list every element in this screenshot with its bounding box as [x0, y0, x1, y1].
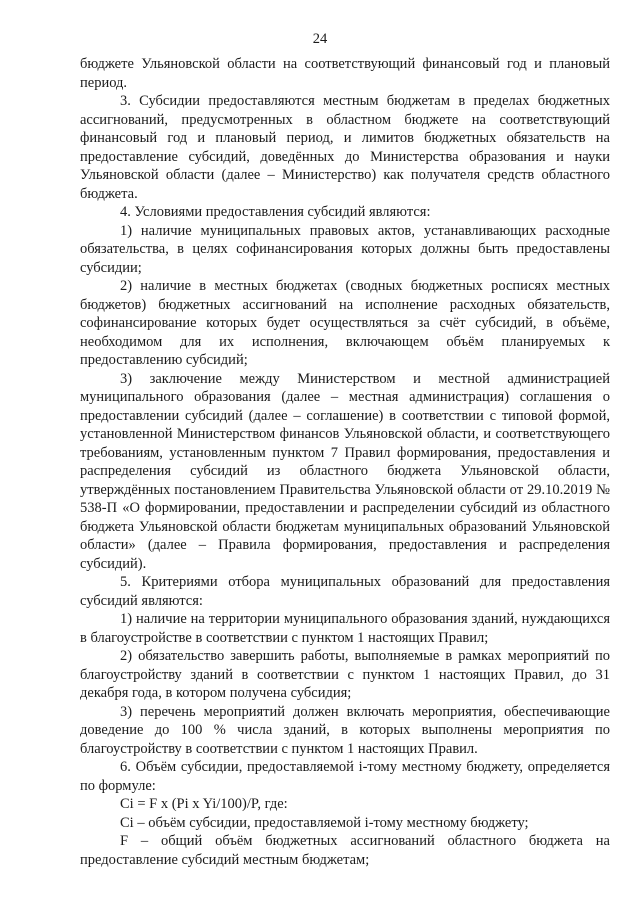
paragraph-clause-4-item-1: 1) наличие муниципальных правовых актов, устанавливающих расходные обязательства, в целях софинансирования которых должны быть предоставлены субсидии;: [80, 222, 610, 276]
paragraph-clause-4-item-3: 3) заключение между Министерством и местной администрацией муниципального образования (далее – местная администрация) соглашения о предоставлении субсидий (далее – соглашение) в соответствии с типовой формой, установленной Министерством финансов Ульяновской области, и соответствующего требованиям, установленным пунктом 7 Правил формирования, предоставления и распределения субсидий из областного бюджета Ульяновской области, утверждённых постановлением Правительства Ульяновской области от 29.10.2019 № 538-П «О формировании, предоставлении и распределении субсидий из областного бюджета Ульяновской области бюджетам муниципальных образований Ульяновской области» (далее – Правила формирования, предоставления и распределения субсидий).: [80, 370, 610, 572]
paragraph-clause-5-item-2: 2) обязательство завершить работы, выполняемые в рамках мероприятий по благоустройству зданий в соответствии с пунктом 1 настоящих Правил, до 31 декабря года, в котором получена субсидия;: [80, 648, 610, 701]
paragraph-clause-4-heading: 4. Условиями предоставления субсидий являются:: [120, 204, 431, 220]
paragraph-clause-4-item-2: 2) наличие в местных бюджетах (сводных бюджетных росписях местных бюджетов) бюджетных ассигнований на исполнение расходных обязательств, софинансирование которых будет осуществляться за счёт субсидий, в объёме, необходимом для их исполнения, включающем объём планируемых к предоставлению субсидий;: [80, 278, 610, 368]
page-number: 24: [312, 31, 328, 47]
paragraph-clause-5-heading: 5. Критериями отбора муниципальных образований для предоставления субсидий являются:: [80, 574, 610, 609]
definition-f: F – общий объём бюджетных ассигнований областного бюджета на предоставление субсидий местным бюджетам;: [80, 833, 610, 868]
paragraph-clause-5-item-1: 1) наличие на территории муниципального образования зданий, нуждающихся в благоустройстве в соответствии с пунктом 1 настоящих Правил;: [80, 611, 610, 646]
paragraph-continuation: бюджете Ульяновской области на соответствующий финансовый год и плановый период.: [80, 56, 610, 91]
subsidy-formula: Ci = F x (Pi x Yi/100)/P, где:: [120, 796, 288, 812]
document-body: [80, 55, 610, 869]
paragraph-clause-5-item-3: 3) перечень мероприятий должен включать мероприятия, обеспечивающие доведение до 100 % числа зданий, в которых выполнены мероприятия по благоустройству в соответствии с пунктом 1 настоящих Правил.: [80, 703, 610, 757]
definition-ci: Ci – объём субсидии, предоставляемой i-тому местному бюджету;: [120, 814, 529, 831]
paragraph-clause-3: 3. Субсидии предоставляются местным бюджетам в пределах бюджетных ассигнований, предусмотренных в областном бюджете на соответствующий финансовый год и плановый период, и лимитов бюджетных обязательств на предоставление субсидий, доведённых до Министерства образования и науки Ульяновской области (далее – Министерство) как получателя средств областного бюджета.: [80, 93, 610, 202]
paragraph-clause-6: 6. Объём субсидии, предоставляемой i-тому местному бюджету, определяется по формуле:: [80, 759, 610, 794]
